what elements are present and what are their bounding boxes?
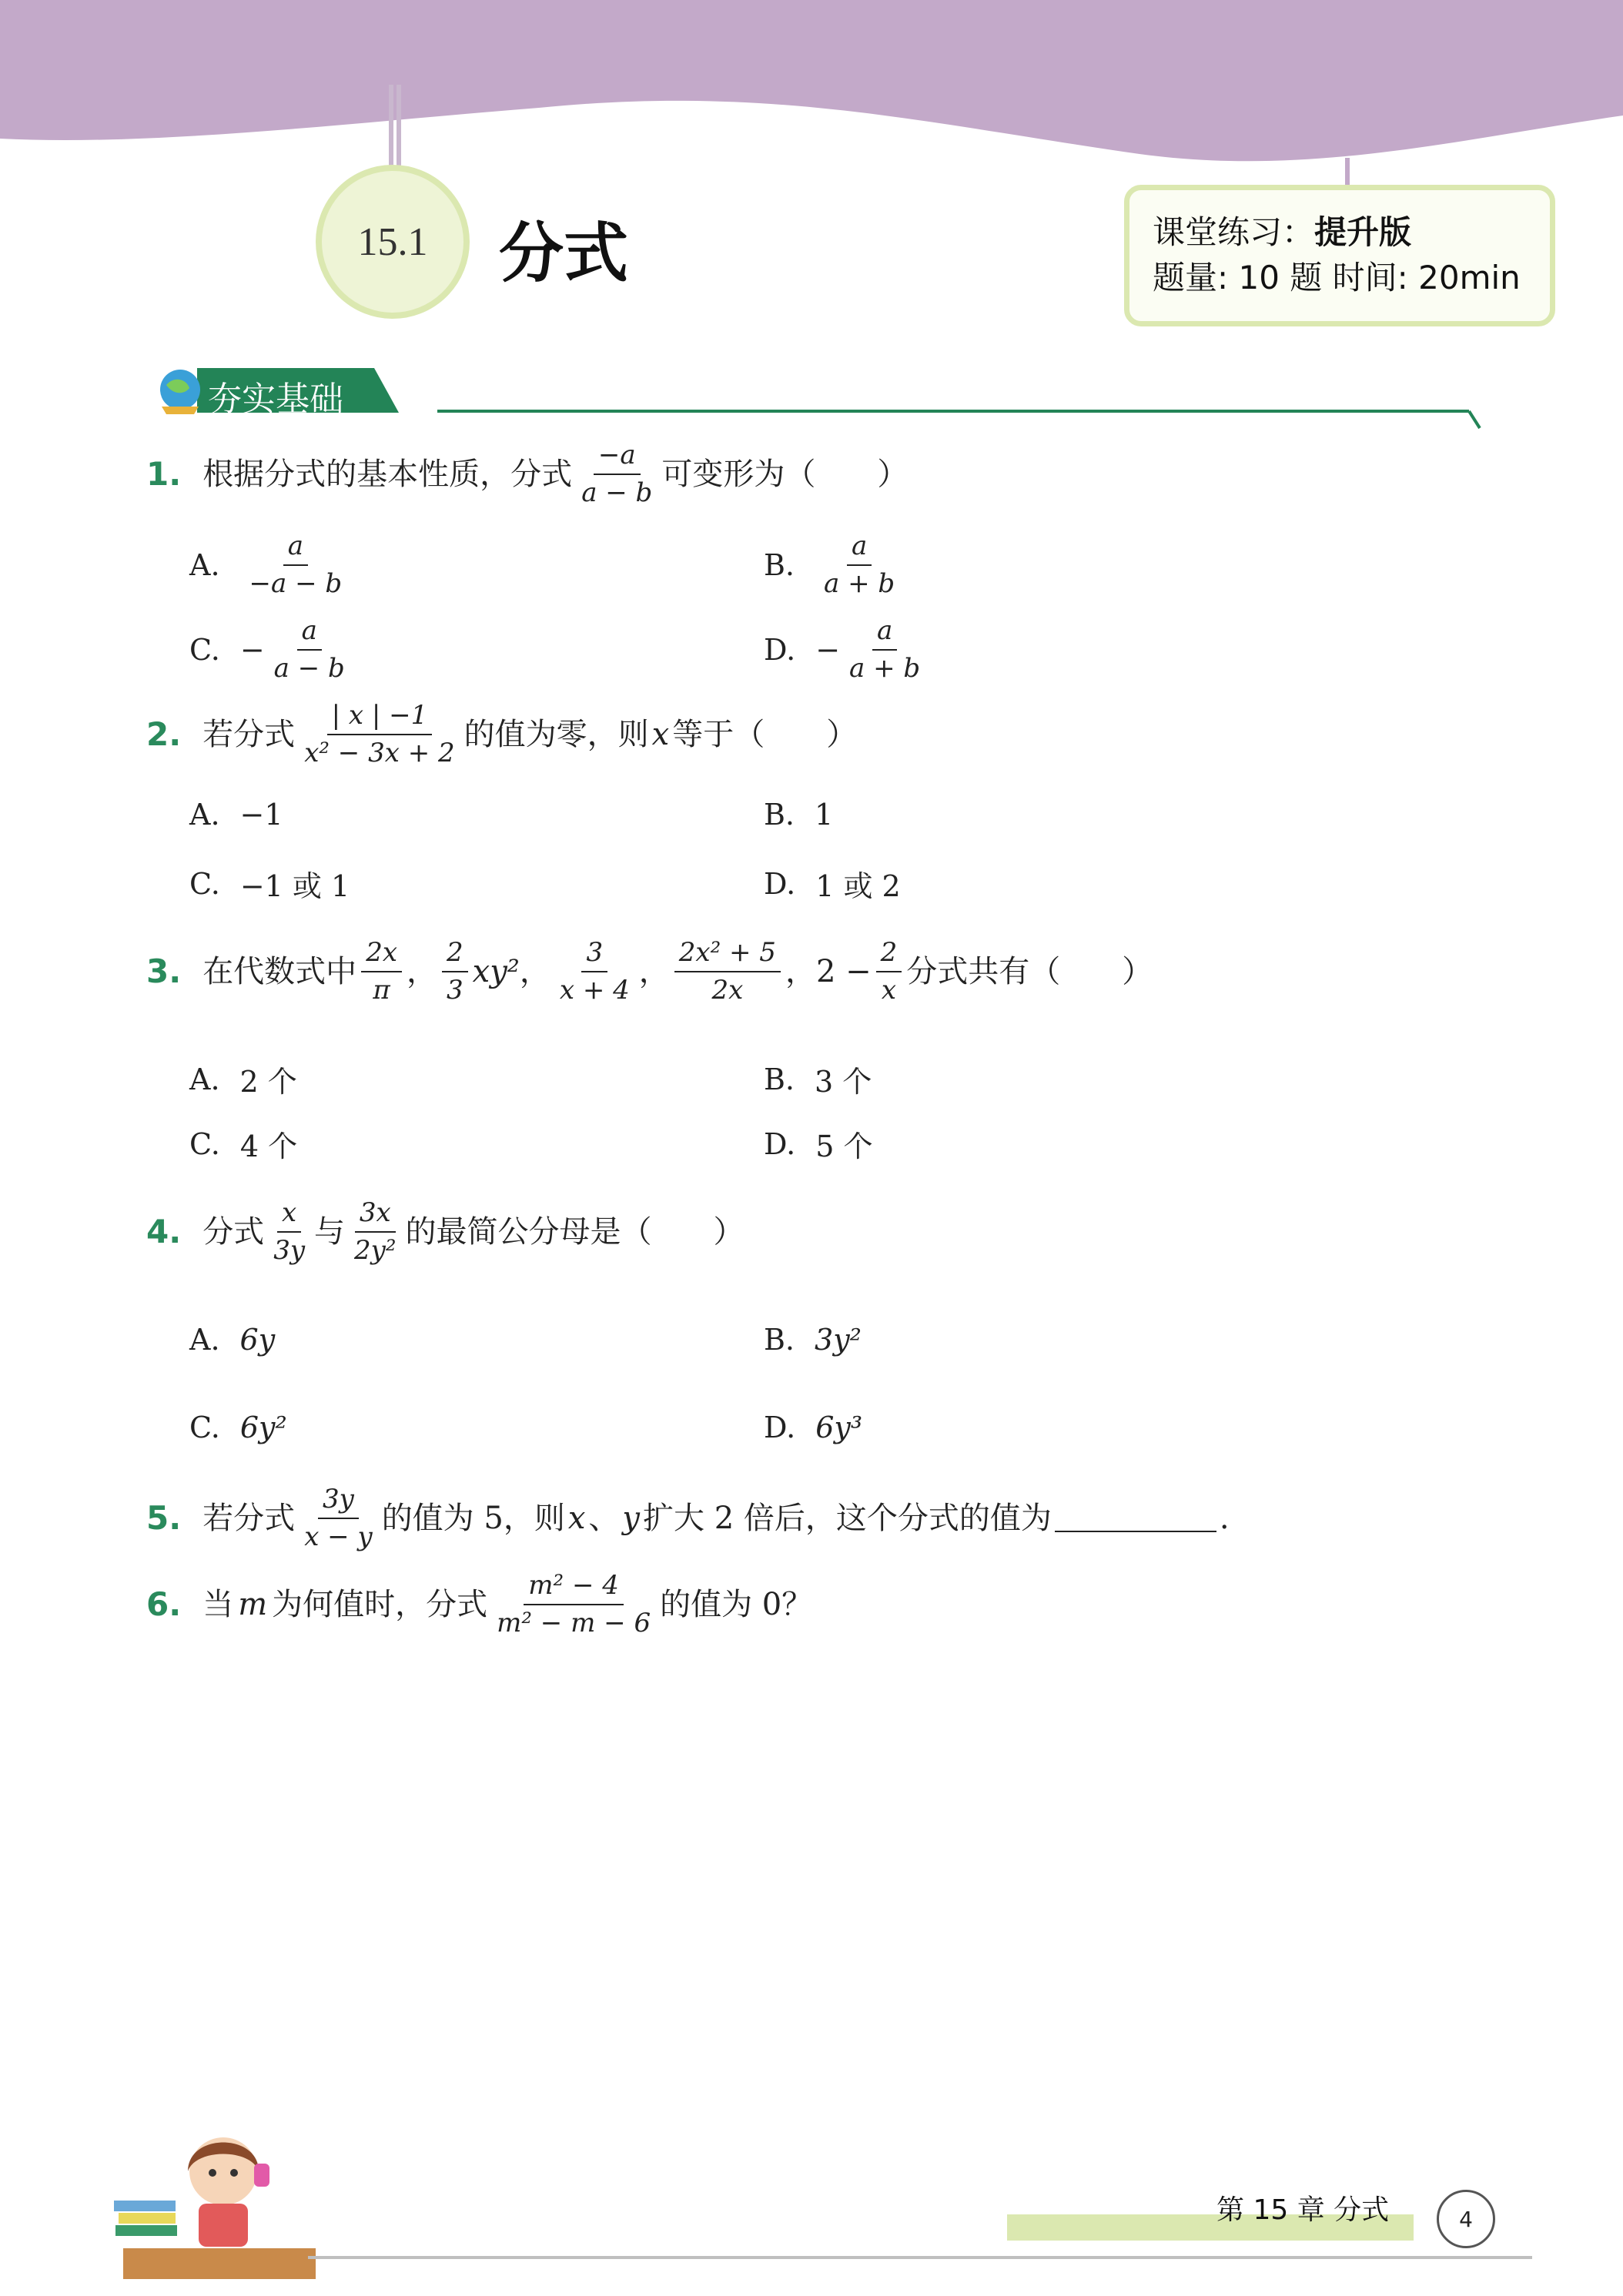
- option-a[interactable]: A. −1: [189, 798, 283, 832]
- fraction: $\frac{\text{2x² + 5}}{2x}$: [674, 938, 781, 1006]
- option-c[interactable]: C. − $\frac{a}{a - b}$: [189, 615, 345, 684]
- fraction: $\frac{3}{x + 4}$: [559, 937, 630, 1006]
- question-3: 3. 在代数式中 $\frac{2x}{\pi}$ ， $\frac{2}{3}$ xy² ， $\frac{3}{x + 4}$ ， $\frac{\text{2x² + 5}}{2x}$ ， 2 − $\frac{2}{x}$ 分式共有（ ）: [146, 937, 1153, 1006]
- practice-info-box: [1124, 185, 1555, 326]
- option-a[interactable]: A. 2 个: [189, 1062, 297, 1099]
- question-number: 6.: [146, 1585, 182, 1624]
- question-5: 5. 若分式 $\frac{3y}{x - y}$ 的值为 5，则 x 、 y 扩大 2 倍后，这个分式的值为 .: [146, 1484, 1230, 1553]
- option-d[interactable]: D. 6y³: [764, 1411, 863, 1444]
- footer-chapter: 第 15 章 分式: [1216, 2194, 1390, 2226]
- option-a[interactable]: A. $\frac{a}{-a - b}$: [189, 530, 343, 600]
- question-6: [146, 1571, 812, 1638]
- question-text: 的最简公分母是（ ）: [405, 1214, 745, 1250]
- question-number: 5.: [146, 1499, 182, 1538]
- option-c[interactable]: C. 4 个: [189, 1126, 298, 1163]
- fraction: $\frac{2x}{\pi}$: [361, 938, 402, 1006]
- variable: x: [651, 717, 670, 753]
- option-c[interactable]: C. 6y²: [189, 1411, 287, 1444]
- fraction: $\frac{3x}{\text{2y²}}$: [354, 1197, 397, 1267]
- fraction: $\frac{2}{x}$: [876, 938, 902, 1006]
- fraction: $\frac{-a}{a - b}$: [581, 440, 653, 509]
- question-text: 若分式: [202, 1501, 296, 1537]
- info-label: 课堂练习：: [1153, 213, 1315, 251]
- variable: m: [238, 1587, 268, 1623]
- question-number: 4.: [146, 1213, 182, 1251]
- question-number: 1.: [146, 455, 182, 494]
- option-d[interactable]: D. − $\frac{a}{a + b}$: [764, 615, 921, 684]
- section-number-badge: [316, 165, 470, 319]
- fraction: $\frac{x}{3y}$: [273, 1197, 306, 1267]
- fraction: $\frac{\text{m² − 4}}{\text{m² − m − 6}}$: [497, 1570, 651, 1639]
- option-b[interactable]: B. $\frac{a}{a + b}$: [764, 530, 895, 600]
- question-text: 的值为零，则: [463, 717, 649, 753]
- question-text: 当: [202, 1587, 234, 1623]
- question-text: 分式共有（ ）: [906, 954, 1153, 990]
- question-text: 为何值时，分式: [272, 1587, 488, 1623]
- option-b[interactable]: B. 3 个: [764, 1062, 872, 1099]
- option-d[interactable]: D. 5 个: [764, 1126, 873, 1163]
- section-title: 分式: [499, 216, 629, 291]
- question-4: [146, 1198, 745, 1266]
- section-number: 15.1: [357, 219, 428, 264]
- question-number: 3.: [146, 952, 182, 991]
- option-b[interactable]: B. 1: [764, 798, 834, 832]
- fraction: $\frac{3y}{x - y}$: [304, 1484, 373, 1553]
- option-a[interactable]: A. 6y: [189, 1323, 276, 1357]
- question-1: [146, 440, 908, 508]
- question-text: 根据分式的基本性质，分式: [202, 457, 573, 493]
- question-text: 等于（ ）: [672, 717, 858, 753]
- fraction: $\frac{2}{3}$: [442, 938, 468, 1006]
- option-b[interactable]: B. 3y²: [764, 1323, 862, 1357]
- info-quantity-time: 题量: 10 题 时间: 20min: [1153, 258, 1521, 296]
- question-text: 的值为 0？: [660, 1587, 813, 1623]
- footer-line: [308, 2256, 1532, 2259]
- page-number: 4: [1437, 2190, 1495, 2248]
- question-2: [146, 701, 857, 768]
- fraction: $\frac{| x | -1}{\text{x² − 3x + 2}}$: [304, 700, 455, 769]
- info-level: 提升版: [1314, 213, 1412, 251]
- question-text: 若分式: [202, 717, 296, 753]
- option-c[interactable]: C. −1 或 1: [189, 866, 350, 903]
- option-d[interactable]: D. 1 或 2: [764, 866, 901, 903]
- question-text: 分式: [202, 1214, 265, 1250]
- girl-reading-illustration: [108, 2117, 331, 2287]
- banner-label: 夯实基础: [208, 380, 343, 419]
- question-text: 的值为 5，则: [381, 1501, 565, 1537]
- answer-blank[interactable]: [1055, 1504, 1216, 1532]
- variable: y: [622, 1501, 641, 1537]
- variable: x: [567, 1501, 586, 1537]
- header-wave: [0, 0, 1623, 185]
- banner-decoration: [151, 362, 1483, 439]
- question-text: 在代数式中: [202, 954, 357, 990]
- question-text: 可变形为（ ）: [661, 457, 909, 493]
- question-text: 与: [314, 1214, 346, 1250]
- question-text: 扩大 2 倍后，这个分式的值为: [643, 1501, 1052, 1537]
- question-number: 2.: [146, 715, 182, 754]
